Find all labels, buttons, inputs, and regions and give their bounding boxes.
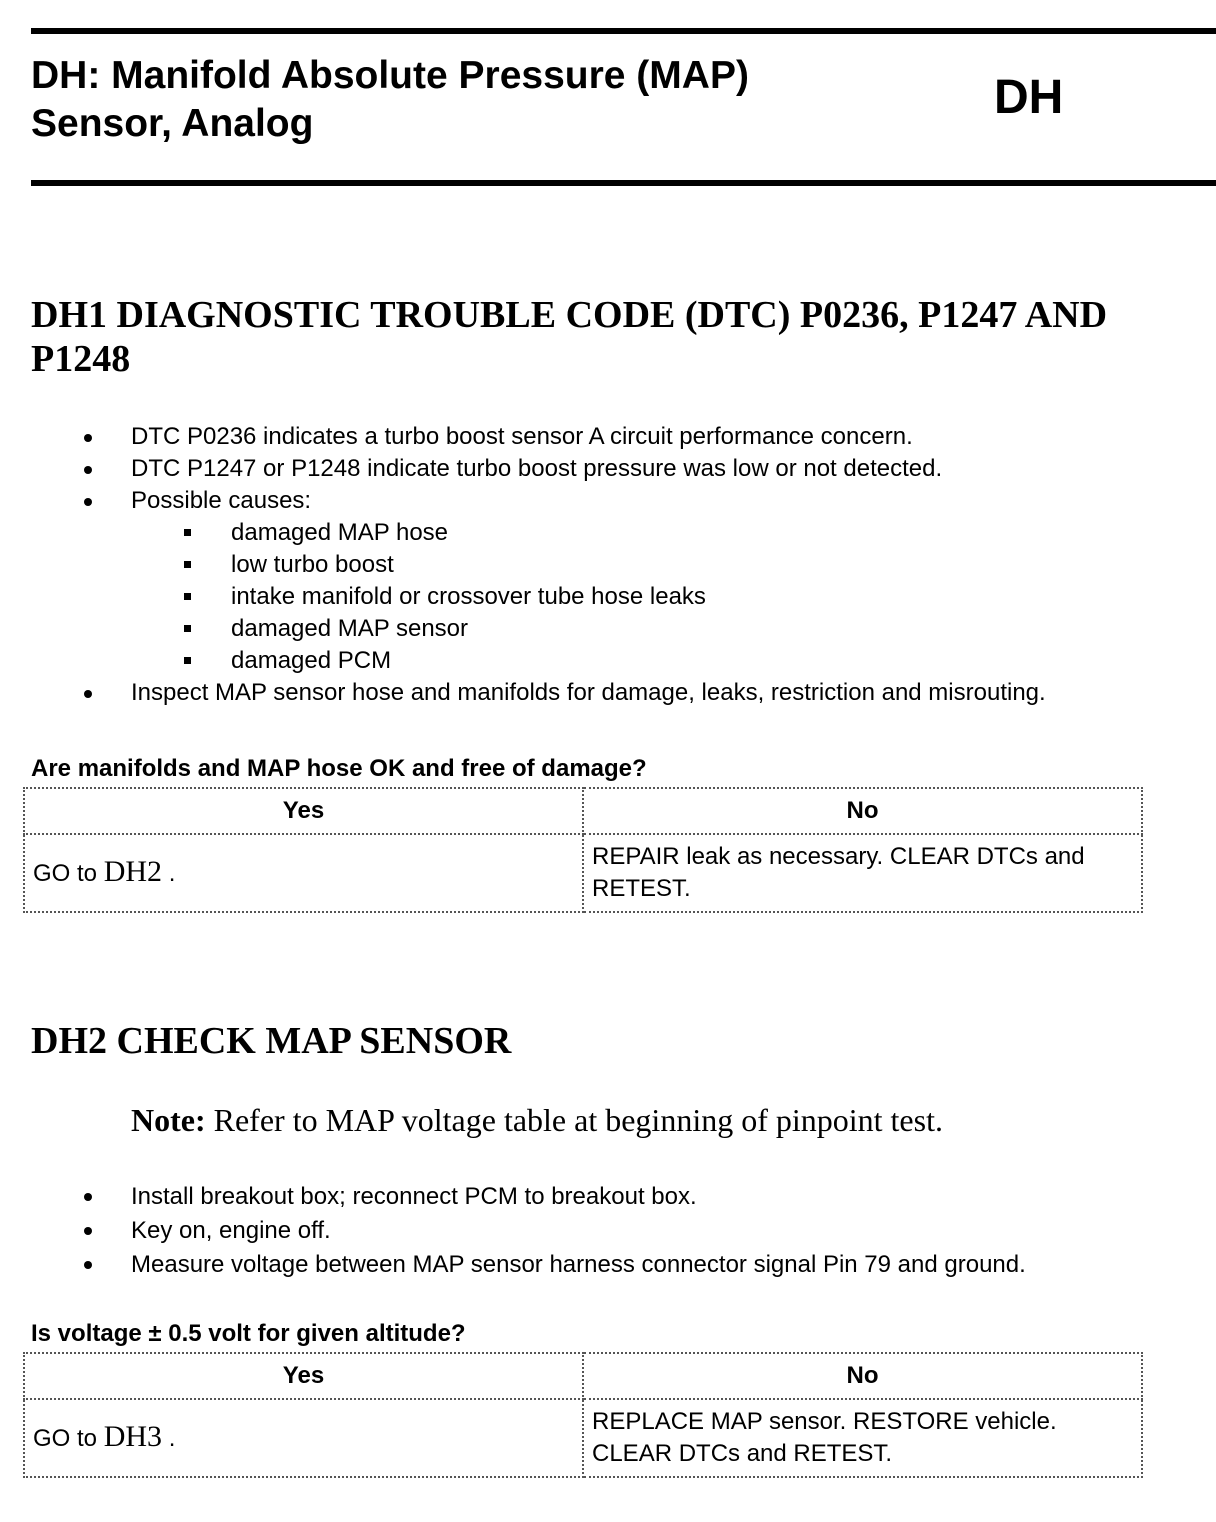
dh1-decision-table xyxy=(23,787,1143,913)
bullet-icon xyxy=(84,690,92,698)
bullet-icon xyxy=(84,434,92,442)
no-header: No xyxy=(583,788,1142,834)
cause-item: damaged MAP hose xyxy=(0,517,1216,549)
page-title-line1: DH: Manifold Absolute Pressure (MAP) xyxy=(31,54,749,97)
page-title xyxy=(31,52,931,148)
square-bullet-icon xyxy=(184,625,191,632)
cause-item: low turbo boost xyxy=(0,549,1216,581)
dh1-question: Are manifolds and MAP hose OK and free of damage? xyxy=(31,755,647,782)
dh2-bullet-list xyxy=(0,1180,1216,1282)
bullet-icon xyxy=(84,498,92,506)
cause-item: intake manifold or crossover tube hose leaks xyxy=(0,581,1216,613)
header-top-rule xyxy=(31,28,1216,34)
square-bullet-icon xyxy=(184,657,191,664)
dh2-question: Is voltage ± 0.5 volt for given altitude? xyxy=(31,1320,466,1347)
dh1-heading-line1: DH1 DIAGNOSTIC TROUBLE CODE (DTC) P0236, P1247 AND xyxy=(31,294,1108,336)
bullet-icon xyxy=(84,1261,92,1269)
no-cell: REPAIR leak as necessary. CLEAR DTCs and RETEST. xyxy=(583,834,1142,912)
goto-dh3-link[interactable]: DH3 xyxy=(103,1420,163,1453)
yes-header: Yes xyxy=(24,788,583,834)
square-bullet-icon xyxy=(184,561,191,568)
list-item: Measure voltage between MAP sensor harness connector signal Pin 79 and ground. xyxy=(0,1248,1216,1282)
dh1-bullet-list xyxy=(0,421,1216,709)
cause-item: damaged MAP sensor xyxy=(0,613,1216,645)
list-item: Install breakout box; reconnect PCM to breakout box. xyxy=(0,1180,1216,1214)
dh1-heading xyxy=(31,293,1181,381)
goto-dh2-link[interactable]: DH2 xyxy=(103,855,163,888)
no-header: No xyxy=(583,1353,1142,1399)
note-label: Note: xyxy=(131,1102,206,1138)
section-code: DH xyxy=(994,71,1064,124)
yes-header: Yes xyxy=(24,1353,583,1399)
header-bottom-rule xyxy=(31,180,1216,186)
dh1-heading-line2: P1248 xyxy=(31,338,131,380)
list-item: Possible causes: xyxy=(0,485,1216,517)
square-bullet-icon xyxy=(184,529,191,536)
dh2-decision-table xyxy=(23,1352,1143,1478)
list-item: Key on, engine off. xyxy=(0,1214,1216,1248)
dh2-note xyxy=(131,1100,943,1140)
cause-item: damaged PCM xyxy=(0,645,1216,677)
yes-cell: GO to DH3 . xyxy=(24,1399,583,1477)
yes-cell: GO to DH2 . xyxy=(24,834,583,912)
bullet-icon xyxy=(84,466,92,474)
note-text: Refer to MAP voltage table at beginning of pinpoint test. xyxy=(205,1102,943,1138)
bullet-icon xyxy=(84,1227,92,1235)
page-title-line2: Sensor, Analog xyxy=(31,102,314,145)
bullet-icon xyxy=(84,1193,92,1201)
dh2-heading: DH2 CHECK MAP SENSOR xyxy=(31,1020,512,1062)
no-cell: REPLACE MAP sensor. RESTORE vehicle. CLEAR DTCs and RETEST. xyxy=(583,1399,1142,1477)
list-item: Inspect MAP sensor hose and manifolds for damage, leaks, restriction and misrouting. xyxy=(0,677,1216,709)
square-bullet-icon xyxy=(184,593,191,600)
list-item: DTC P0236 indicates a turbo boost sensor A circuit performance concern. xyxy=(0,421,1216,453)
list-item: DTC P1247 or P1248 indicate turbo boost pressure was low or not detected. xyxy=(0,453,1216,485)
